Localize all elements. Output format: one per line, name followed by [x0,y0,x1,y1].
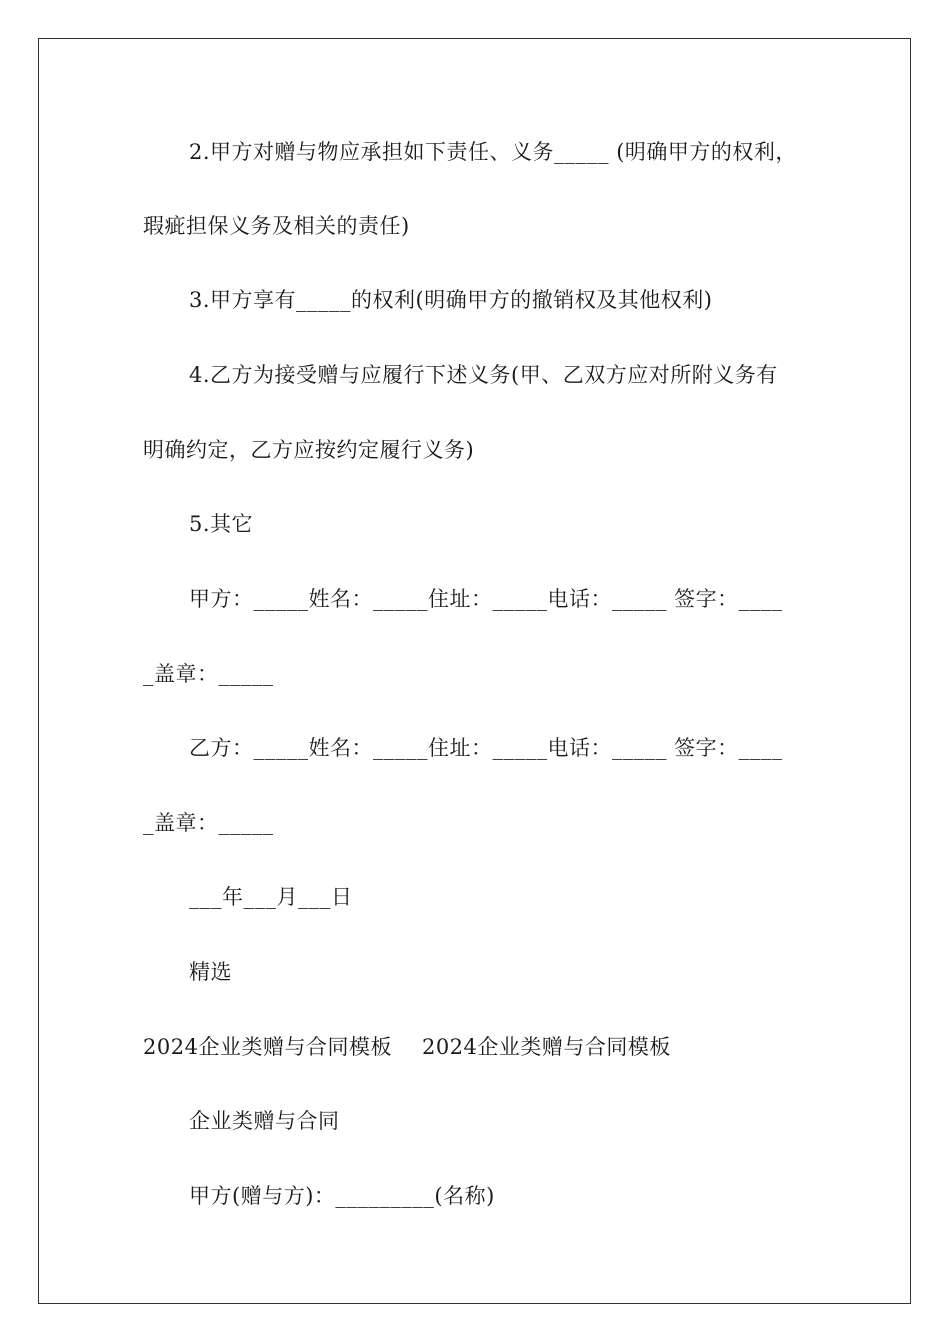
date-line: ___年___月___日 [189,885,353,909]
party-a-signature-line: 甲方：_____姓名：_____住址：_____电话：_____ 签字：____ [189,587,783,611]
clause-2-line-2: 瑕疵担保义务及相关的责任) [143,214,410,238]
template-title-line [143,1032,671,1062]
clause-3: 3.甲方享有_____的权利(明确甲方的撤销权及其他权利) [189,288,713,312]
party-b-signature-line: 乙方：_____姓名：_____住址：_____电话：_____ 签字：____ [189,736,783,760]
party-a-name-line: 甲方(赠与方)：_________(名称) [189,1184,495,1208]
template-title-2: 2024企业类赠与合同模板 [421,1035,671,1059]
contract-heading: 企业类赠与合同 [189,1109,340,1133]
clause-4-line-1: 4.乙方为接受赠与应履行下述义务(甲、乙双方应对所附义务有 [189,363,778,387]
template-title-1: 2024企业类赠与合同模板 [143,1035,392,1059]
clause-4-line-2: 明确约定，乙方应按约定履行义务) [143,438,475,462]
clause-5: 5.其它 [189,512,254,536]
party-b-seal-line: _盖章：_____ [143,811,274,835]
clause-2-line-1: 2.甲方对赠与物应承担如下责任、义务_____ (明确甲方的权利， [189,140,797,164]
selected-label: 精选 [189,960,232,984]
party-a-seal-line: _盖章：_____ [143,662,274,686]
